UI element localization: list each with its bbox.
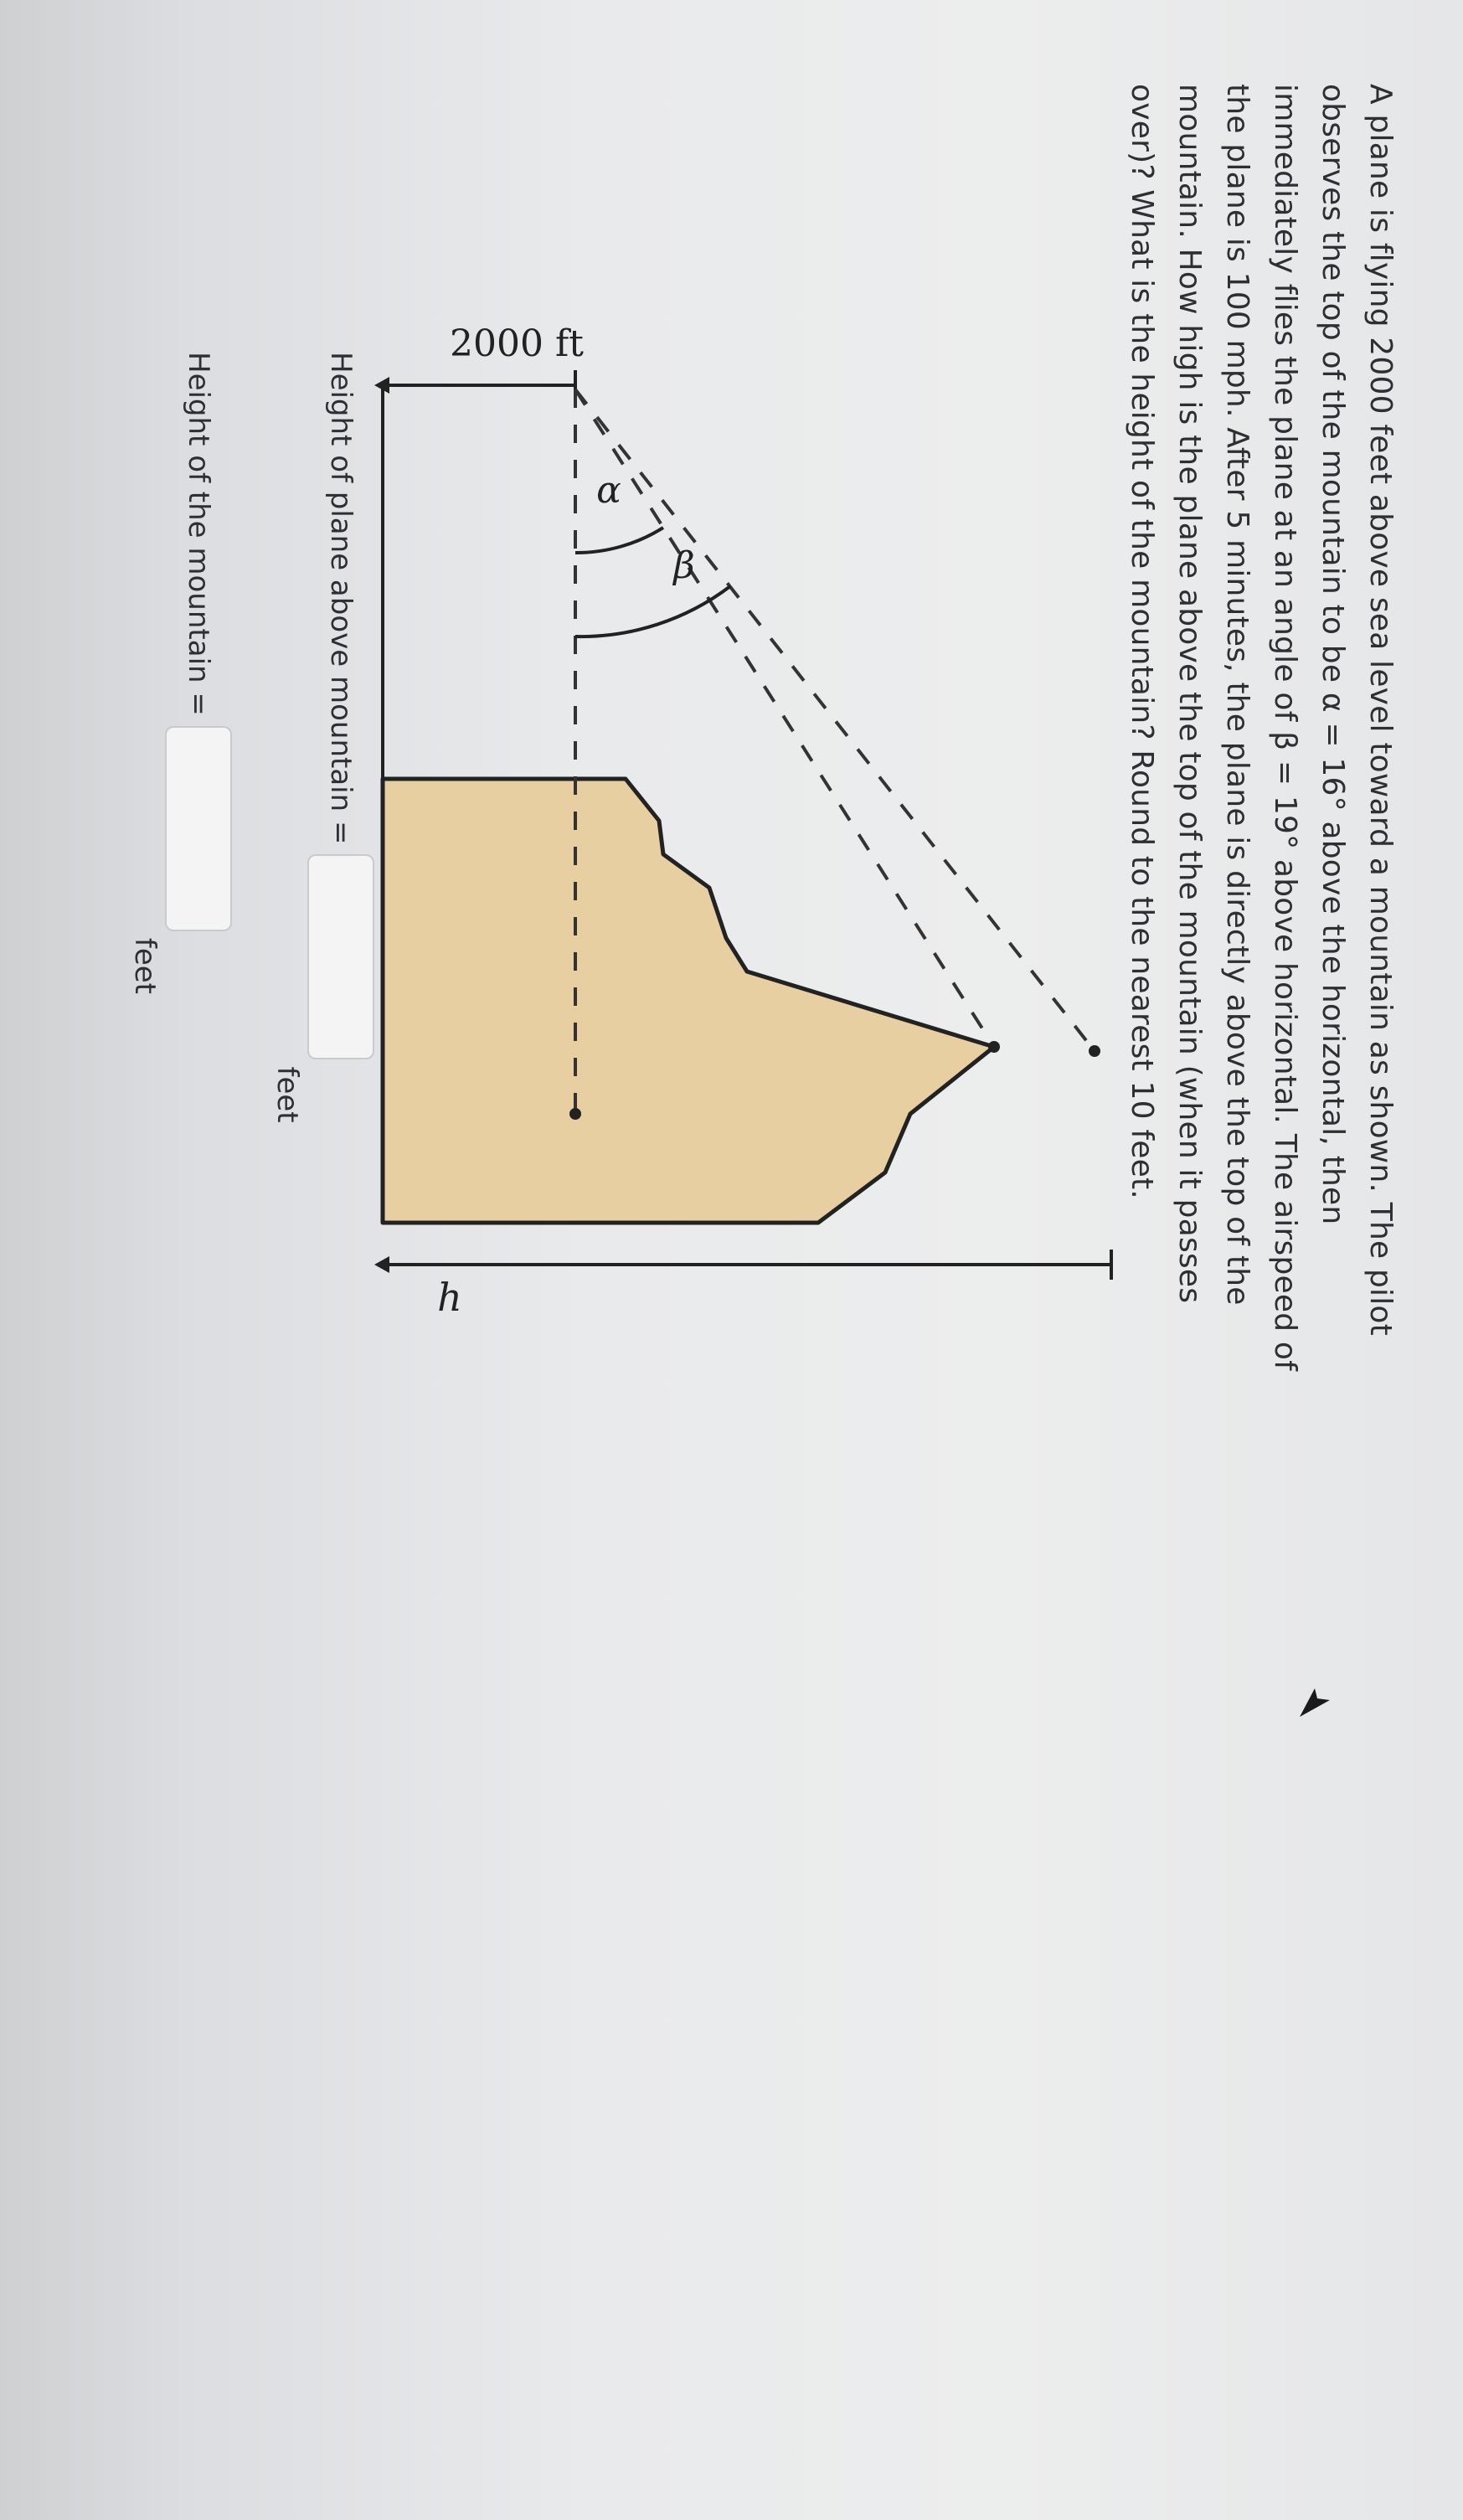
beta-label: β	[673, 544, 695, 587]
height-arrow-down	[374, 1256, 389, 1273]
alpha-label: α	[596, 469, 621, 512]
problem-text: A plane is flying 2000 feet above sea level toward a mountain as shown. The pilot observes the top of the mountain to be α = 16° above the horizontal, then immediately flies the plane at an angle of β = 19° above horizontal. The airspeed of the plane is 100 mph. After 5 minutes, the plane is directly above the top of the mountain. How high is the plane above the top of the mountain (when it passes over)? What is the height of the mountain? Round to the nearest 10 feet.	[1125, 84, 1398, 1372]
mountain-height-unit: feet	[128, 937, 162, 995]
question-page	[0, 33, 1463, 2462]
mountain-height-row	[128, 352, 232, 995]
plane-height-unit: feet	[270, 1066, 304, 1123]
mountain-height-input[interactable]	[165, 726, 232, 931]
mountain-height-label: Height of the mountain =	[182, 352, 215, 716]
plane-over-peak-point	[1089, 1045, 1100, 1057]
peak-point	[988, 1041, 1000, 1053]
mouse-cursor-icon	[1296, 1683, 1333, 1720]
horizontal-end-point	[569, 1108, 581, 1120]
plane-height-input[interactable]	[307, 854, 374, 1059]
h-label: h	[437, 1275, 462, 1320]
alpha-angle-arc	[575, 528, 663, 553]
mountain-shape	[383, 779, 994, 1223]
altitude-label: 2000 ft	[450, 322, 584, 365]
beta-angle-arc	[575, 586, 730, 636]
plane-height-row	[270, 352, 374, 1123]
plane-height-label: Height of plane above mountain =	[324, 352, 358, 845]
